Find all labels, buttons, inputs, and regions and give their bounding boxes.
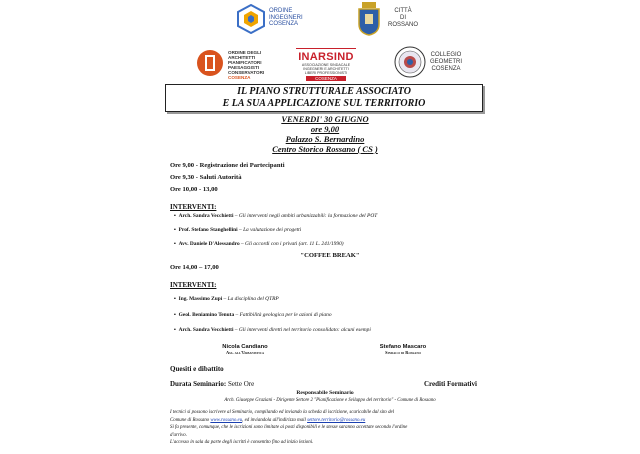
bullet-icon: ▪: [174, 213, 179, 219]
geometri-line1: COLLEGIO: [430, 52, 462, 58]
afternoon-time: Ore 14,00: [170, 264, 198, 271]
logo-ordine-architetti: [196, 48, 276, 80]
event-date: VENERDI' 30 GIUGNO: [281, 114, 369, 124]
signature-role: Ass. all'Urbanistica: [225, 350, 265, 355]
durata-label: Durata Seminario:: [170, 380, 227, 388]
bullet-icon: ▪: [174, 312, 179, 318]
title-line2: E LA SUA APPLICAZIONE SUL TERRITORIO: [222, 98, 426, 109]
intervento-item: [174, 312, 504, 318]
separator: –: [234, 312, 240, 318]
inarsind-sub2: INGEGNERI E ARCHITETTI: [303, 67, 349, 71]
signature-mascaro: [358, 344, 448, 355]
schedule-text: - Saluti Autorità: [195, 174, 242, 181]
signature-name: Stefano Mascaro: [379, 344, 427, 350]
schedule-row-1: [170, 162, 285, 169]
talk-title: Gli interventi negli ambiti urbanizzabili: la formazione del POT: [238, 213, 378, 219]
architetti-line5: CONSERVATORI: [228, 70, 265, 75]
separator: –: [233, 327, 239, 333]
separator: –: [222, 296, 228, 302]
citta-line2: DI: [400, 15, 406, 21]
talk-title: La valutazione dei progetti: [243, 227, 302, 233]
notes-block: [170, 409, 490, 447]
talk-title: Gli accordi con i privati (art. 11 L. 241/1990): [245, 241, 344, 247]
bullet-icon: ▪: [174, 327, 179, 333]
speaker: Arch. Sandra Vecchietti: [178, 327, 234, 333]
signature-role: Sindaco di Rossano: [385, 350, 421, 355]
schedule-time: Ore 10,00: [170, 186, 198, 193]
responsabile-text: Arch. Giuseppe Graziani - Dirigente Settore 2 "Pianificazione e Sviluppo del territorio" - Comune di Rossano: [224, 398, 436, 403]
event-time: ore 9,00: [310, 124, 340, 134]
speaker: Prof. Stefano Stanghellini: [178, 227, 238, 233]
schedule-time: Ore 9,30: [170, 174, 195, 181]
title-box: [165, 84, 483, 112]
bullet-icon: ▪: [174, 227, 179, 233]
schedule-text: - Registrazione dei Partecipanti: [195, 162, 285, 169]
bullet-icon: ▪: [174, 241, 179, 247]
signature-name: Nicola Candiano: [222, 344, 268, 350]
geometri-emblem-icon: [394, 46, 426, 78]
notes-line2: [170, 417, 490, 425]
speaker: Avv. Daniele D'Alessandro: [178, 241, 240, 247]
logo-citta-rossano: [356, 2, 436, 38]
logo-ordine-ingegneri: [236, 4, 316, 36]
email-link[interactable]: settore.territorio@rossano.eu: [307, 417, 366, 423]
interventi-heading-1: INTERVENTI:: [170, 203, 217, 211]
rossano-website-link[interactable]: www.rossano.eu: [210, 417, 243, 423]
inarsind-name: INARSIND: [298, 51, 354, 63]
architetti-line4: PAESAGGISTI: [228, 65, 260, 70]
afternoon-row: [170, 264, 219, 271]
crediti-formativi: Crediti Formativi: [424, 380, 477, 388]
citta-line1: CITTÀ: [394, 8, 412, 14]
speaker: Ing. Massimo Zupi: [178, 296, 223, 302]
notes-line2b: , ed inviandola all'indirizzo mail: [242, 417, 308, 423]
intervento-item: [174, 213, 504, 219]
inarsind-city: COSENZA: [306, 76, 346, 81]
ordine-ingegneri-emblem-icon: [236, 4, 266, 34]
inarsind-sub3: LIBERI PROFESSIONISTI: [304, 71, 348, 75]
durata-value: Sette Ore: [227, 380, 255, 388]
durata-row: [170, 380, 254, 388]
speaker: Arch. Sandra Vecchietti: [178, 213, 234, 219]
intervento-item: [174, 327, 504, 333]
intervento-item: [174, 241, 504, 247]
logo-inarsind: [296, 48, 356, 81]
separator: –: [239, 241, 246, 247]
notes-line4: d'arrivo.: [170, 432, 187, 438]
schedule-row-3: [170, 186, 218, 193]
architetti-line1: ORDINE DEGLI: [228, 50, 262, 55]
architetti-line2: ARCHITETTI: [228, 55, 256, 60]
notes-line3: Si fa presente, comunque, che le iscrizioni sono limitate ai posti disponibili e le stesse saranno accettate secondo l'ordine: [170, 425, 408, 431]
talk-title: Fattibilità geologica per le azioni di piano: [239, 312, 332, 318]
ordine-ingegneri-line1: ORDINE: [269, 8, 293, 14]
ordine-ingegneri-line2: INGEGNERI: [269, 14, 303, 21]
logo-collegio-geometri: [394, 46, 474, 82]
notes-line5: L'accesso in sala da parte degli iscritti è consentito fino ad inizio lezioni.: [170, 440, 314, 446]
schedule-row-2: [170, 174, 242, 181]
notes-line2a: Comune di Rossano: [170, 417, 211, 423]
coffee-break: "COFFEE BREAK": [300, 252, 360, 259]
notes-line1: I tecnici si possono iscrivere al Seminario, compilando ed inviando la scheda di iscrizione, scaricabile dal sito del: [170, 410, 395, 415]
title-line1: IL PIANO STRUTTURALE ASSOCIATO: [237, 86, 411, 97]
coat-of-arms-icon: [356, 2, 382, 36]
separator: –: [233, 213, 239, 219]
event-place: Centro Storico Rossano ( CS ): [272, 144, 378, 154]
intervento-item: [174, 296, 504, 302]
event-venue: Palazzo S. Bernardino: [285, 134, 365, 144]
geometri-line2: GEOMETRI: [430, 59, 463, 65]
schedule-time: Ore 9,00: [170, 162, 195, 169]
talk-title: La disciplina del QTRP: [227, 296, 279, 302]
architetti-line6: COSENZA: [228, 75, 251, 80]
intervento-item: [174, 227, 504, 233]
inarsind-sub1: ASSOCIAZIONE SINDACALE: [301, 63, 351, 67]
afternoon-text: – 17,00: [199, 264, 219, 271]
geometri-line3: COSENZA: [431, 66, 461, 72]
interventi-heading-2: INTERVENTI:: [170, 281, 217, 289]
responsabile-heading: Responsabile Seminario: [296, 390, 354, 396]
separator: –: [237, 227, 244, 233]
citta-line3: ROSSANO: [388, 22, 419, 28]
signature-candiano: [200, 344, 290, 355]
quesiti-heading: Quesiti e dibattito: [170, 365, 224, 373]
bullet-icon: ▪: [174, 296, 179, 302]
architetti-emblem-icon: [196, 48, 224, 78]
ordine-ingegneri-line3: COSENZA: [269, 21, 299, 28]
schedule-text: - 13,00: [199, 186, 218, 193]
talk-title: Gli interventi diretti nel territorio consolidato: alcuni esempi: [238, 327, 371, 333]
speaker: Geol. Beniamino Tenuta: [178, 312, 235, 318]
architetti-line3: PIANIFICATORI: [228, 60, 262, 65]
